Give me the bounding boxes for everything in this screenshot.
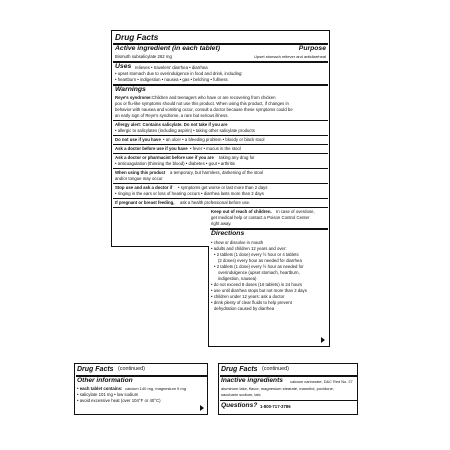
reye-line-3: behavior with nausea and vomiting occur, consult a doctor because these symptoms could be: [115, 107, 293, 112]
rule-when-using: [113, 183, 328, 184]
inactive-heading: Inactive ingredients: [221, 377, 283, 384]
directions-line-9: • use until diarrhea stops but not more than 2 days: [211, 288, 307, 293]
rule-stop-use: [113, 198, 328, 199]
stop-use-text-2: • ringing in the ears or loss of hearing occurs • diarrhea lasts more than 2 days: [115, 191, 264, 196]
stop-use-text-1: • symptoms get worse or last more than 2 days: [178, 185, 268, 190]
reye-line-4: an early sign of Reye's syndrome, a rare but serious illness.: [115, 113, 229, 118]
uses-heading: Uses: [115, 63, 132, 70]
right-title: Drug Facts: [221, 366, 258, 373]
left-title: Drug Facts: [77, 366, 114, 373]
rule-ask-doctor: [113, 153, 328, 154]
reye-line-2: pox or flu-like symptoms should not use this product. When using this product, if changes in: [115, 101, 289, 106]
active-ingredient-heading: Active ingredient (in each tablet): [115, 45, 220, 52]
uses-line-2: • upset stomach due to overindulgence in food and drink, including:: [115, 71, 243, 76]
directions-heading: Directions: [211, 230, 245, 237]
keep-out-lead: Keep out of reach of children.: [211, 209, 272, 214]
reye-line-1: Children and teenagers who have or are recovering from chicken: [152, 95, 276, 100]
ask-pharmacist-lead: Ask a doctor or pharmacist before use if you are: [115, 155, 214, 160]
reye-lead: Reye's syndrome:: [115, 95, 152, 100]
directions-line-5: • 2 tablets (1 dose) every ½ hour as needed for: [214, 264, 304, 269]
rule-reye: [113, 120, 328, 121]
each-tablet-lead: • each tablet contains:: [77, 386, 123, 391]
questions-heading: Questions?: [221, 402, 258, 409]
do-not-use-lead: Do not use if you have: [115, 137, 161, 142]
rule-inactive: [220, 400, 357, 401]
directions-line-6: overindulgence (upset stomach, heartburn,: [218, 270, 300, 275]
active-ingredient-text: Bismuth subsalicylate 262 mg: [115, 54, 172, 59]
warnings-heading: Warnings: [115, 86, 146, 93]
purpose-heading: Purpose: [298, 45, 326, 52]
inactive-first-line: calcium carbonate, D&C Red No. 27: [290, 379, 353, 384]
main-title: Drug Facts: [115, 32, 159, 42]
rule-pregnant: [113, 207, 328, 208]
right-title-suffix: (continued): [262, 366, 289, 372]
pregnant-text: ask a health professional before use.: [180, 200, 251, 205]
allergy-line-1: • allergic to salicylates (including aspirin) • taking other salicylate products: [115, 128, 255, 133]
left-title-suffix: (continued): [118, 366, 145, 372]
ask-pharmacist-text: • anticoagulation (thinning the blood) • diabetes • gout • arthritis: [115, 161, 235, 166]
directions-line-7: indigestion, nausea): [218, 276, 257, 281]
directions-line-2: • adults and children 12 years and over:: [211, 246, 287, 251]
when-using-text-2: and/or tongue may occur: [115, 176, 163, 181]
allergy-lead: Allergy alert: Contains salicylate. Do not take if you are: [115, 122, 228, 127]
each-tablet-rest: calcium 140 mg, magnesium 9 mg: [125, 386, 186, 391]
keep-out-text: In case of overdose,: [276, 209, 315, 214]
inactive-line-2: aluminum lake, flavor, magnesium stearate, mannitol, povidone,: [221, 386, 334, 391]
when-using-text: a temporary, but harmless, darkening of the stool: [170, 170, 264, 175]
rule-ask-pharmacist: [113, 168, 328, 169]
ask-pharmacist-lead-rest: taking any drug for: [219, 155, 255, 160]
questions-phone: 1-800-717-3786: [260, 404, 291, 409]
stop-use-lead: Stop use and ask a doctor if: [115, 185, 173, 190]
other-info-heading: Other information: [77, 377, 133, 384]
rule-do-not-use: [113, 144, 328, 145]
keep-out-line-2: right away.: [211, 221, 232, 226]
ask-doctor-text: • fever • mucus in the stool: [190, 146, 241, 151]
inactive-line-3: saccharin sodium, talc: [221, 392, 261, 397]
directions-line-10: • children under 12 years: ask a doctor: [211, 294, 285, 299]
rule-after-active: [113, 61, 328, 63]
left-continue-arrow-icon: [200, 405, 204, 411]
directions-line-11: • drink plenty of clear fluids to help prevent: [211, 300, 292, 305]
uses-line-3: • heartburn • indigestion • nausea • gas • belching • fullness: [115, 77, 228, 82]
directions-line-12: dehydration caused by diarrhea: [214, 306, 275, 311]
other-line-2: • salicylate 101 mg • low sodium: [77, 392, 139, 397]
directions-line-3: • 2 tablets (1 dose) every ½ hour or 4 tablets: [214, 252, 299, 257]
directions-line-8: • do not exceed 8 doses (16 tablets) in 24 hours: [211, 282, 303, 287]
pregnant-lead: If pregnant or breast feeding,: [115, 200, 175, 205]
active-purpose-text: Upset stomach reliever and antidiarrheal: [254, 54, 326, 59]
when-using-lead: When using this product: [115, 170, 166, 175]
ask-doctor-lead: Ask a doctor before use if you have: [115, 146, 188, 151]
keep-out-line-1: get medical help or contact a Poison Control Center: [211, 215, 310, 220]
directions-line-1: • chew or dissolve in mouth: [211, 240, 264, 245]
do-not-use-text: • an ulcer • a bleeding problem • bloody or black stool: [163, 137, 265, 142]
rule-allergy: [113, 135, 328, 136]
directions-line-4: (2 doses) every hour as needed for diarrhea: [218, 258, 302, 263]
other-line-3: • avoid excessive heat (over 104°F or 40°C): [77, 398, 161, 403]
continue-arrow-icon: [321, 337, 325, 343]
uses-line-1: relieves • travelers' diarrhea • diarrhea: [135, 65, 208, 70]
